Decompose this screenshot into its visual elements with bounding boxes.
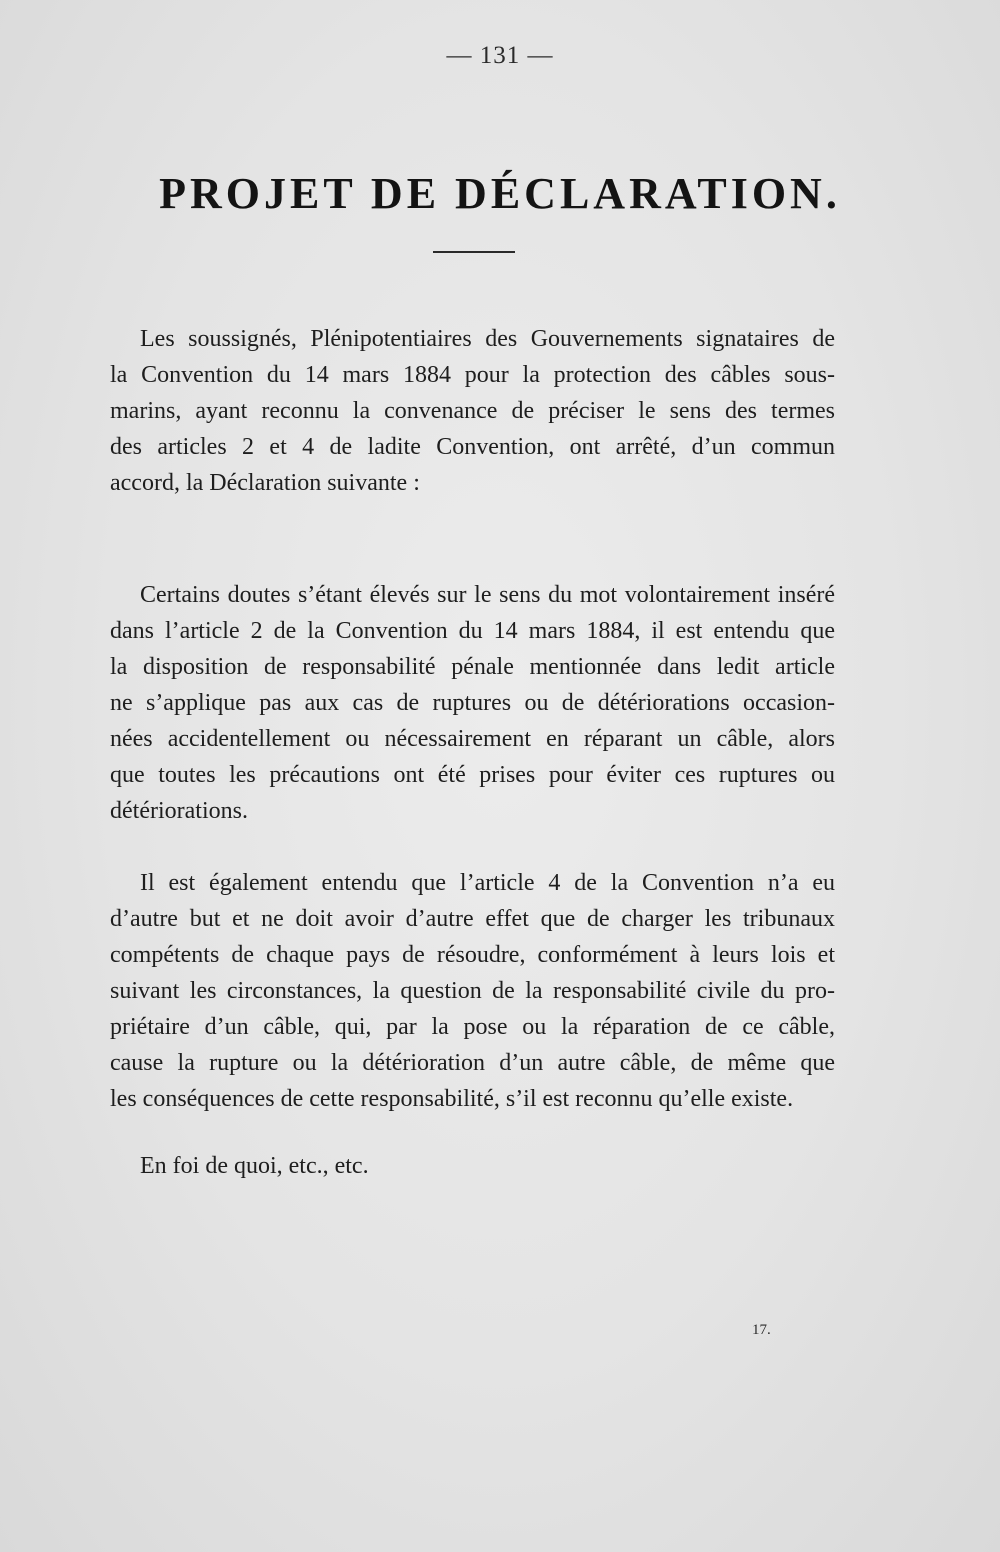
text-line: des articles 2 et 4 de ladite Convention, ont arrêté, d’un commun — [110, 434, 835, 460]
paragraph-closing — [110, 1148, 835, 1184]
text-line: les conséquences de cette responsabilité, s’il est reconnu qu’elle existe. — [110, 1086, 794, 1112]
text-line: Il est également entendu que l’article 4 de la Convention n’a eu — [140, 870, 835, 896]
text-line: En foi de quoi, etc., etc. — [140, 1153, 369, 1179]
text-line: d’autre but et ne doit avoir d’autre effet que de charger les tribunaux — [110, 906, 835, 932]
page-number: — 131 — — [446, 42, 554, 69]
text-line: Certains doutes s’étant élevés sur le sens du mot volontairement inséré — [140, 582, 835, 608]
text-line: accord, la Déclaration suivante : — [110, 470, 420, 496]
paragraph-article-2 — [110, 577, 835, 829]
text-line: détériorations. — [110, 798, 248, 824]
signature-mark: 17. — [752, 1322, 771, 1338]
text-line: priétaire d’un câble, qui, par la pose ou la réparation de ce câble, — [110, 1014, 835, 1040]
title-rule — [433, 251, 515, 253]
text-line: suivant les circonstances, la question de la responsabilité civile du pro- — [110, 978, 835, 1004]
text-line: nées accidentellement ou nécessairement en réparant un câble, alors — [110, 726, 835, 752]
page-title: PROJET DE DÉCLARATION. — [159, 169, 841, 218]
text-line: Les soussignés, Plénipotentiaires des Gouvernements signataires de — [140, 326, 835, 352]
text-line: ne s’applique pas aux cas de ruptures ou de détériorations occasion- — [110, 690, 835, 716]
text-line: cause la rupture ou la détérioration d’un autre câble, de même que — [110, 1050, 835, 1076]
text-line: compétents de chaque pays de résoudre, conformément à leurs lois et — [110, 942, 835, 968]
text-line: que toutes les précautions ont été prises pour éviter ces ruptures ou — [110, 762, 835, 788]
paragraph-article-4 — [110, 865, 835, 1117]
text-line: marins, ayant reconnu la convenance de préciser le sens des termes — [110, 398, 835, 424]
text-line: dans l’article 2 de la Convention du 14 mars 1884, il est entendu que — [110, 618, 835, 644]
text-line: la disposition de responsabilité pénale mentionnée dans ledit article — [110, 654, 835, 680]
text-line: la Convention du 14 mars 1884 pour la protection des câbles sous- — [110, 362, 835, 388]
paragraph-preamble — [110, 321, 835, 501]
